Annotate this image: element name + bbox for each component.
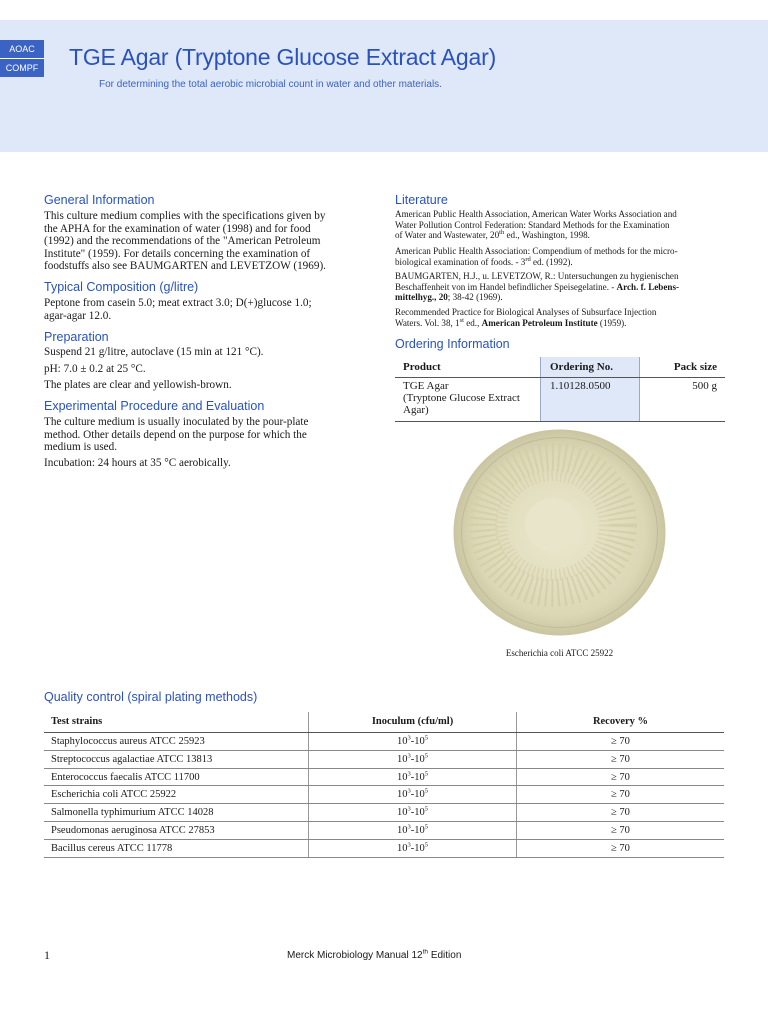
- text-fragment: American Petroleum Institute: [481, 317, 598, 328]
- text-fragment: Arch. f. Lebens-: [616, 281, 680, 292]
- text-line: [395, 292, 725, 303]
- superscript: 5: [424, 734, 428, 742]
- typical-composition-heading: Typical Composition (g/litre): [44, 280, 199, 294]
- recovery-cell: ≥ 70: [516, 786, 724, 803]
- text-line: foodstuffs also see BAUMGARTEN and LEVETZOW (1969).: [44, 260, 326, 273]
- product-cell: [395, 378, 540, 421]
- strain-cell: Enterococcus faecalis ATCC 11700: [51, 771, 200, 783]
- recovery-cell: ≥ 70: [516, 822, 724, 839]
- quality-control-table: [44, 712, 724, 858]
- superscript: 3: [407, 734, 411, 742]
- superscript: 5: [424, 770, 428, 778]
- preparation-line-3: The plates are clear and yellowish-brown.: [44, 379, 232, 391]
- text-fragment: Merck Microbiology Manual 12: [287, 950, 423, 961]
- ordering-table-header: [395, 357, 725, 378]
- text-line: the APHA for the examination of water (1998) and for food: [44, 222, 311, 235]
- table-row: [44, 769, 724, 787]
- page-number: 1: [44, 948, 50, 962]
- column-header-recovery: Recovery %: [516, 712, 724, 732]
- column-header-product: Product: [403, 361, 441, 373]
- text-line: Peptone from casein 5.0; meat extract 3.0; D(+)glucose 1.0;: [44, 297, 312, 309]
- superscript: 5: [424, 823, 428, 831]
- superscript: 5: [424, 752, 428, 760]
- table-row: [44, 733, 724, 751]
- ordering-no-cell: 1.10128.0500: [540, 378, 640, 421]
- text-line: Agar): [403, 404, 429, 416]
- text-fragment: ed. (1992).: [530, 256, 573, 267]
- text-line: [395, 257, 725, 268]
- text-fragment: 10: [397, 842, 408, 854]
- pack-size-cell: 500 g: [692, 380, 717, 392]
- recovery-cell: ≥ 70: [516, 804, 724, 821]
- text-line: [395, 282, 725, 293]
- text-fragment: 10: [397, 771, 408, 783]
- text-fragment: Edition: [428, 950, 462, 961]
- procedure-heading: Experimental Procedure and Evaluation: [44, 399, 265, 413]
- image-caption: Escherichia coli ATCC 25922: [505, 648, 614, 658]
- column-header-pack-size: Pack size: [673, 361, 717, 373]
- general-information-heading: General Information: [44, 193, 155, 207]
- text-fragment: mittelhyg., 20: [395, 292, 448, 303]
- text-line: This culture medium complies with the specifications given by: [44, 210, 326, 222]
- recovery-cell: ≥ 70: [516, 751, 724, 768]
- text-line: (Tryptone Glucose Extract: [403, 392, 520, 404]
- text-line: Water Pollution Control Federation: Standard Methods for the Examination: [395, 219, 670, 230]
- text-line: agar-agar 12.0.: [44, 309, 112, 322]
- incubation-text: Incubation: 24 hours at 35 °C aerobically.: [44, 457, 231, 469]
- column-header-inoculum: Inoculum (cfu/ml): [308, 712, 516, 732]
- text-fragment: 10: [397, 789, 408, 801]
- quality-control-heading: Quality control (spiral plating methods): [44, 690, 258, 704]
- text-line: [395, 318, 725, 329]
- text-line: method. Other details depend on the purpose for which the: [44, 428, 307, 441]
- text-fragment: biological examination of foods. - 3: [395, 256, 526, 267]
- tag-compf: COMPF: [0, 58, 44, 77]
- preparation-line-1: Suspend 21 g/litre, autoclave (15 min at 121 °C).: [44, 346, 264, 358]
- literature-ref-4: [395, 307, 725, 328]
- text-line: American Public Health Association: Compendium of methods for the micro-: [395, 246, 678, 256]
- ordering-table: [395, 357, 725, 422]
- footer-text: [287, 950, 461, 961]
- column-header-test-strains: Test strains: [51, 716, 103, 727]
- literature-heading: Literature: [395, 193, 448, 207]
- superscript: 5: [424, 841, 428, 849]
- table-row: [44, 840, 724, 858]
- page-subtitle: For determining the total aerobic microbial count in water and other materials.: [99, 79, 442, 90]
- text-fragment: ed., Washington, 1998.: [504, 230, 590, 241]
- superscript: 3: [407, 823, 411, 831]
- inoculum-cell: [308, 733, 516, 750]
- superscript: 3: [407, 841, 411, 849]
- inoculum-cell: [308, 822, 516, 839]
- page-title: TGE Agar (Tryptone Glucose Extract Agar): [69, 44, 497, 70]
- strain-cell: Escherichia coli ATCC 25922: [51, 789, 177, 801]
- preparation-heading: Preparation: [44, 330, 109, 344]
- superscript: 5: [424, 805, 428, 813]
- text-fragment: ed.,: [463, 317, 482, 328]
- typical-composition-text: [44, 297, 369, 322]
- text-fragment: (1959).: [597, 317, 627, 328]
- literature-ref-3: [395, 271, 725, 303]
- ordering-information-heading: Ordering Information: [395, 337, 510, 351]
- text-line: BAUMGARTEN, H.J., u. LEVETZOW, R.: Untersuchungen zu hygienischen: [395, 271, 679, 281]
- text-fragment: 10: [397, 736, 408, 747]
- text-line: (1992) and the recommendations of the "American Petroleum: [44, 235, 321, 248]
- table-row: [44, 751, 724, 769]
- text-line: American Public Health Association, American Water Works Association and: [395, 209, 677, 219]
- text-fragment: -10: [410, 736, 425, 747]
- text-fragment: 10: [397, 824, 408, 836]
- text-line: [395, 230, 725, 241]
- dish-center: [525, 498, 581, 552]
- text-fragment: -10: [410, 842, 425, 854]
- strain-cell: Bacillus cereus ATCC 11778: [51, 842, 173, 854]
- inoculum-cell: [308, 769, 516, 786]
- text-fragment: -10: [410, 753, 425, 765]
- tag-aoac: AOAC: [0, 40, 44, 59]
- recovery-cell: ≥ 70: [516, 769, 724, 786]
- quality-control-table-header: [44, 712, 724, 733]
- strain-cell: Salmonella typhimurium ATCC 14028: [51, 807, 214, 819]
- text-fragment: 10: [397, 807, 408, 819]
- inoculum-cell: [308, 804, 516, 821]
- recovery-cell: ≥ 70: [516, 733, 724, 750]
- petri-dish-image: [453, 429, 666, 636]
- table-row: [44, 804, 724, 822]
- literature-ref-2: [395, 246, 725, 267]
- text-fragment: 10: [397, 753, 408, 765]
- strain-cell: Pseudomonas aeruginosa ATCC 27853: [51, 824, 215, 836]
- inoculum-cell: [308, 840, 516, 857]
- text-fragment: -10: [410, 824, 425, 836]
- strain-cell: Staphylococcus aureus ATCC 25923: [51, 736, 205, 747]
- superscript: 3: [407, 770, 411, 778]
- strain-cell: Streptococcus agalactiae ATCC 13813: [51, 753, 213, 765]
- text-fragment: Waters. Vol. 38, 1: [395, 317, 460, 328]
- inoculum-cell: [308, 751, 516, 768]
- text-line: TGE Agar: [403, 380, 449, 392]
- text-fragment: -10: [410, 771, 425, 783]
- text-fragment: of Water and Wastewater, 20: [395, 230, 500, 241]
- superscript: 5: [424, 787, 428, 795]
- general-information-text: [44, 210, 369, 273]
- inoculum-cell: [308, 786, 516, 803]
- text-fragment: ; 38-42 (1969).: [447, 292, 503, 303]
- procedure-text: [44, 416, 369, 454]
- table-row: [395, 378, 725, 422]
- literature-ref-1: [395, 209, 725, 241]
- text-line: Institute" (1959). For details concerning the examination of: [44, 247, 311, 260]
- column-header-ordering-no: Ordering No.: [540, 357, 640, 377]
- text-fragment: Beschaffenheit von im Handel befindlicher Speisegelatine. -: [395, 281, 617, 292]
- superscript: 3: [407, 752, 411, 760]
- table-row: [44, 822, 724, 840]
- superscript: 3: [407, 787, 411, 795]
- text-line: The culture medium is usually inoculated by the pour-plate: [44, 416, 309, 428]
- text-fragment: -10: [410, 789, 425, 801]
- recovery-cell: ≥ 70: [516, 840, 724, 857]
- text-fragment: -10: [410, 807, 425, 819]
- superscript: rd: [525, 255, 531, 263]
- table-row: [44, 786, 724, 804]
- text-line: Recommended Practice for Biological Analyses of Subsurface Injection: [395, 307, 657, 317]
- superscript: th: [499, 229, 505, 237]
- superscript: 3: [407, 805, 411, 813]
- superscript: st: [459, 316, 464, 324]
- superscript: th: [422, 948, 429, 956]
- text-line: medium is used.: [44, 441, 118, 454]
- preparation-line-2: pH: 7.0 ± 0.2 at 25 °C.: [44, 363, 146, 375]
